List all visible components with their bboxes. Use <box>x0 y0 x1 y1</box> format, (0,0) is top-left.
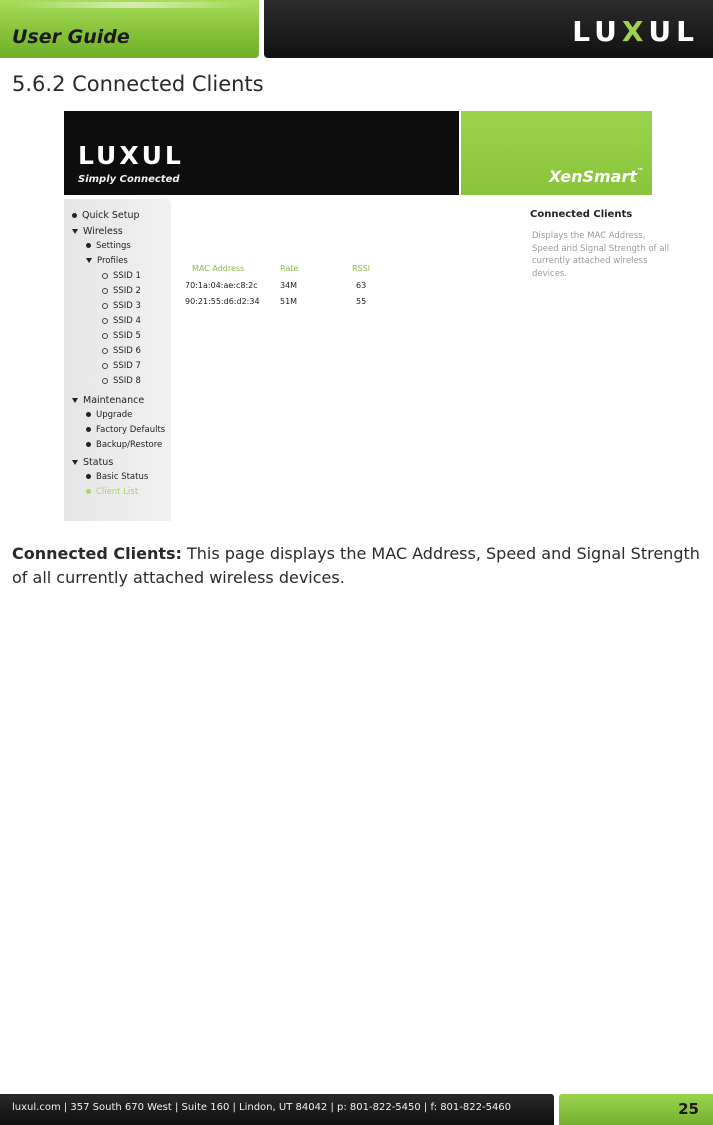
nav-ssid-4[interactable]: SSID 4 <box>102 316 141 327</box>
triangle-down-icon <box>86 258 92 263</box>
screenshot-banner <box>64 111 459 195</box>
nav-ssid-8[interactable]: SSID 8 <box>102 376 141 387</box>
logo-part: UL <box>141 141 184 170</box>
logo-x: X <box>621 15 649 48</box>
screenshot-brand-panel <box>461 111 652 195</box>
help-title: Connected Clients <box>530 209 633 220</box>
logo-part: LU <box>78 141 120 170</box>
nav-backup-restore[interactable]: Backup/Restore <box>86 440 162 451</box>
nav-basic-status[interactable]: Basic Status <box>86 472 148 483</box>
nav-settings[interactable]: Settings <box>86 241 131 252</box>
nav-status[interactable]: Status <box>72 457 113 468</box>
nav-wireless[interactable]: Wireless <box>72 226 123 237</box>
logo-x: X <box>119 141 142 170</box>
ring-icon <box>102 273 108 279</box>
table-cell-rssi: 63 <box>356 281 367 290</box>
bullet-icon <box>86 442 91 447</box>
col-header-rate: Rate <box>280 264 299 273</box>
footer-bar <box>0 1094 554 1125</box>
ring-icon <box>102 378 108 384</box>
ring-icon <box>102 318 108 324</box>
table-cell-mac: 70:1a:04:ae:c8:2c <box>185 281 258 290</box>
nav-quick-setup[interactable]: Quick Setup <box>72 210 140 221</box>
triangle-down-icon <box>72 229 78 234</box>
header-shine <box>14 2 250 8</box>
footer-contact: luxul.com | 357 South 670 West | Suite 160 | Lindon, UT 84042 | p: 801-822-5450 | f: 801-822-5460 <box>12 1102 512 1113</box>
bullet-icon <box>72 213 77 218</box>
nav-ssid-2[interactable]: SSID 2 <box>102 286 141 297</box>
ring-icon <box>102 303 108 309</box>
nav-ssid-6[interactable]: SSID 6 <box>102 346 141 357</box>
luxul-logo <box>572 15 699 48</box>
section-title: 5.6.2 Connected Clients <box>12 72 264 96</box>
xensmart-brand <box>549 167 644 186</box>
col-header-rssi: RSSI <box>352 264 371 273</box>
trademark: ™ <box>637 167 644 175</box>
bullet-icon <box>86 412 91 417</box>
embedded-screenshot <box>64 111 670 521</box>
nav-ssid-1[interactable]: SSID 1 <box>102 271 141 282</box>
nav-maintenance[interactable]: Maintenance <box>72 395 144 406</box>
table-cell-rssi: 55 <box>356 297 367 306</box>
body-label: Connected Clients: <box>12 544 182 563</box>
ring-icon <box>102 333 108 339</box>
page-number: 25 <box>678 1100 699 1118</box>
header-green-tab <box>0 0 259 58</box>
table-cell-mac: 90:21:55:d6:d2:34 <box>185 297 260 306</box>
body-text: This page displays the MAC Address, Speed and Signal Strength of all currently attached wireless devices. <box>12 544 700 587</box>
nav-client-list[interactable]: Client List <box>86 487 138 498</box>
triangle-down-icon <box>72 398 78 403</box>
body-paragraph <box>12 542 702 590</box>
nav-ssid-5[interactable]: SSID 5 <box>102 331 141 342</box>
ring-icon <box>102 363 108 369</box>
bullet-icon <box>86 489 91 494</box>
triangle-down-icon <box>72 460 78 465</box>
screenshot-nav-menu <box>64 199 171 521</box>
col-header-mac: MAC Address <box>192 264 245 273</box>
bullet-icon <box>86 427 91 432</box>
logo-part: LU <box>572 15 622 48</box>
header-dark-bar <box>264 0 713 58</box>
ring-icon <box>102 288 108 294</box>
nav-ssid-3[interactable]: SSID 3 <box>102 301 141 312</box>
nav-profiles[interactable]: Profiles <box>86 256 128 267</box>
ring-icon <box>102 348 108 354</box>
bullet-icon <box>86 474 91 479</box>
nav-factory-defaults[interactable]: Factory Defaults <box>86 425 165 436</box>
screenshot-tagline: Simply Connected <box>78 174 180 185</box>
nav-upgrade[interactable]: Upgrade <box>86 410 132 421</box>
nav-ssid-7[interactable]: SSID 7 <box>102 361 141 372</box>
header-title: User Guide <box>12 26 130 48</box>
screenshot-logo <box>78 141 184 170</box>
logo-part: UL <box>648 15 699 48</box>
table-cell-rate: 34M <box>280 281 298 290</box>
help-description: Displays the MAC Address, Speed and Signal Strength of all currently attached wireless devices. <box>532 231 670 279</box>
footer-page-tab <box>559 1094 713 1125</box>
brand-name: XenSmart <box>548 167 637 186</box>
table-cell-rate: 51M <box>280 297 298 306</box>
bullet-icon <box>86 243 91 248</box>
